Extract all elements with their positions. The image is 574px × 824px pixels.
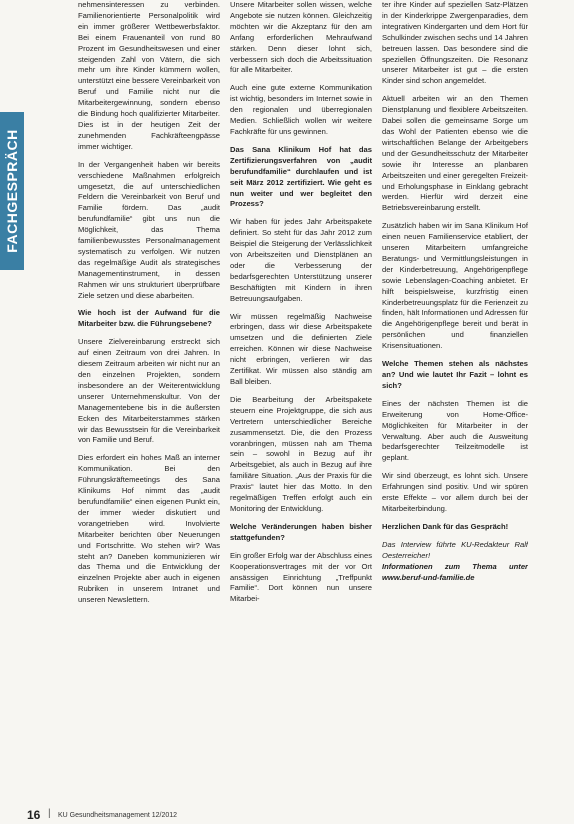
paragraph: Dies erfordert ein hohes Maß an interner Kommunikation. Bei den Führungskräftemeetings des Sana Klinikums Hof nimmt das „audit berufundfamilie“ einen eigenen Punkt ein, der immer wieder diskutiert und vorangetrieben wird. Involvierte Mitarbeiter berichten über Neuerungen und Fortschritte. Wo stehen wir? Was steht an? Daneben kommunizieren wir das Thema und die Entwicklung der einzelnen Projekte aber auch in eigenen Rubriken in unserem Intranet und unseren Newslettern. xyxy=(78,453,220,605)
paragraph: In der Vergangenheit haben wir bereits verschiedene Maßnahmen erfolgreich umgesetzt, die auf unterschiedlichen Feldern die Vereinbarkeit von Beruf und Familie fördern. Das „audit berufundfamilie“ gibt uns nun die Möglichkeit, das Thema familienbewusstes Personalmanagement systematisch zu verfolgen. Wir nutzen das regelmäßige Audit als strategisches Managementinstrument, in dessen Rahmen wir uns strukturiert überprüfbare Ziele setzen und diese abarbeiten. xyxy=(78,159,220,300)
interview-question: Herzlichen Dank für das Gespräch! xyxy=(382,521,509,531)
paragraph: Aktuell arbeiten wir an den Themen Dienstplanung und flexiblere Arbeitszeiten. Dabei sollen die gemeinsame Sorge um das Wohl der Patienten ebenso wie die wirtschaftlichen Belange der Arbeitgebers und der Gesundheitsschutz der Mitarbeiter sowie ihr Interesse an planbaren Arbeitszeiten und einer geregelten Freizeit- und Erholungsphase in Einklang gebracht werden. Hierfür wird derzeit eine Betriebsvereinbarung erstellt. xyxy=(382,94,528,213)
text-column-1 xyxy=(78,0,220,790)
paragraph: Die Bearbeitung der Arbeitspakete steuern eine Projektgruppe, die sich aus Vertretern unterschiedlicher Bereiche zusammensetzt. Die, die den Prozess voranbringen, müssen nah am Thema sein – sowohl in Bezug auf ihr Arbeitsgebiet, als auch in Bezug auf ihre familiäre Situation. „Aus der Praxis für die Praxis“ lautet hier das Motto. In den regelmäßigen Treffen erfolgt auch ein Monitoring der Entwicklung. xyxy=(230,394,372,513)
paragraph: Auch eine gute externe Kommunikation ist wichtig, besonders im Internet sowie in den regionalen und überregionalen Medien. Schließlich wollen wir weitere Fachkräfte für uns gewinnen. xyxy=(230,83,372,136)
paragraph: Unsere Mitarbeiter sollen wissen, welche Angebote sie nutzen können. Gleichzeitig möchten wir die Akzeptanz für den am Anfang erforderlichen Mehraufwand stärken. Denn dieser lohnt sich, verbessern sich doch die Arbeitssituation für alle Mitarbeiter. xyxy=(230,0,372,75)
paragraph: Wir müssen regelmäßig Nachweise erbringen, dass wir diese Arbeitspakete umsetzen und die definierten Ziele erreichen. Können wir diese Nachweise nicht erbringen, verlieren wir das Zertifikat. Wir müssen also ständig am Ball bleiben. xyxy=(230,311,372,386)
footer-source: KU Gesundheitsmanagement 12/2012 xyxy=(58,812,178,819)
section-tab xyxy=(0,112,24,270)
paragraph: Wir haben für jedes Jahr Arbeitspakete definiert. So steht für das Jahr 2012 zum Beispiel die Steigerung der Verlässlichkeit von Arbeitszeiten und Dienstplänen an oder die Verbesserung der bedarfsgerechten Unterstützung unserer Beschäftigten mit Kindern in ihren Betreuungsaufgaben. xyxy=(230,217,372,303)
paragraph: Ein großer Erfolg war der Abschluss eines Kooperationsvertrages mit der vor Ort ansässigen Einrichtung „Treffpunkt Familie“. Dort können nun unsere Mitarbei- xyxy=(230,550,372,604)
paragraph: ter ihre Kinder auf speziellen Satz-Plätzen in der Kinderkrippe Zwergenparadies, dem integrativen Kindergarten und dem Hort für Schulkinder zwischen sechs und 14 Jahren betreuen lassen. Das besondere sind die speziellen Öffnungszeiten. Die Resonanz unserer Mitarbeiter ist gut – die ersten Kinder sind schon angemeldet. xyxy=(382,0,528,86)
paragraph: Zusätzlich haben wir im Sana Klinikum Hof einen neuen Familienservice etabliert, der unseren Mitarbeitern umfangreiche Beratungs- und Vermittlungsleistungen in der Kinderbetreuung, Angehörigenpflege sowie Lebenslagen-Coaching anbietet. Er hilft beispielsweise, kurzfristig einen Kinderbetreuungsplatz für die Ferienzeit zu finden, hält Informationen und Adressen für die Angehörigenpflege bereit und berät in persönlichen und finanziellen Krisensituationen. xyxy=(382,221,528,351)
section-label: FACHGESPRÄCH xyxy=(4,129,20,253)
page-number: 16 xyxy=(27,808,41,822)
interview-question: Informationen zum Thema unter www.beruf-und-familie.de xyxy=(382,561,528,582)
interview-question: Das Sana Klinikum Hof hat das Zertifizierungsverfahren von „audit berufundfamilie“ durchlaufen und ist seit März 2012 zertifiziert. Wie geht es nun weiter und wer begleitet den Prozess? xyxy=(230,144,372,209)
page-footer xyxy=(0,798,574,824)
interview-question: Welche Veränderungen haben bisher stattgefunden? xyxy=(230,521,372,542)
paragraph: Wir sind überzeugt, es lohnt sich. Unsere Erfahrungen sind positiv. Und wir spüren erste Effekte – vor allem durch bei der Mitarbeiterbindung. xyxy=(382,471,528,513)
paragraph: Das Interview führte KU-Redakteur Ralf Oesterreicher! xyxy=(382,539,528,560)
paragraph: Eines der nächsten Themen ist die Erweiterung von Home-Office-Möglichkeiten für Mitarbeiter in der Verwaltung. Aber auch die Ausweitung bedarfsgerechter Teilzeitmodelle ist geplant. xyxy=(382,398,528,463)
footer-divider: | xyxy=(48,808,51,819)
interview-question: Welche Themen stehen als nächstes an? Und wie lautet Ihr Fazit – lohnt es sich? xyxy=(382,359,528,390)
interview-question: Wie hoch ist der Aufwand für die Mitarbeiter bzw. die Führungsebene? xyxy=(78,308,220,329)
text-column-2 xyxy=(230,0,372,790)
paragraph: nehmensinteressen zu verbinden. Familienorientierte Personalpolitik wird ein immer größerer Wettbewerbsfaktor. Bei einem Frauenanteil von rund 80 Prozent im Gesundheitswesen und einer steigenden Zahl von Vätern, die sich mehr um ihre Kinder kümmern wollen, unterstützt eine bessere Vereinbarkeit von Beruf und Familie nicht nur die Mitarbeitergewinnung, sondern ebenso die Bindung hoch qualifizierter Mitarbeiter. Dies ist in der heutigen Zeit der zunehmenden Fachkräfteengpässe immer wichtiger. xyxy=(78,0,220,151)
paragraph: Unsere Zielvereinbarung erstreckt sich auf einen Zeitraum von drei Jahren. In diesem Zeitraum arbeiten wir nicht nur an den einzelnen Projekten, sondern insbesondere an der Weiterentwicklung unserer Unternehmenskultur. Von der Managementebene bis in die äußersten Ecken des Mitarbeiterstammes stärken wir das Bewusstsein für die Vereinbarkeit von Familie und Beruf. xyxy=(78,337,220,445)
text-column-3 xyxy=(382,0,528,790)
